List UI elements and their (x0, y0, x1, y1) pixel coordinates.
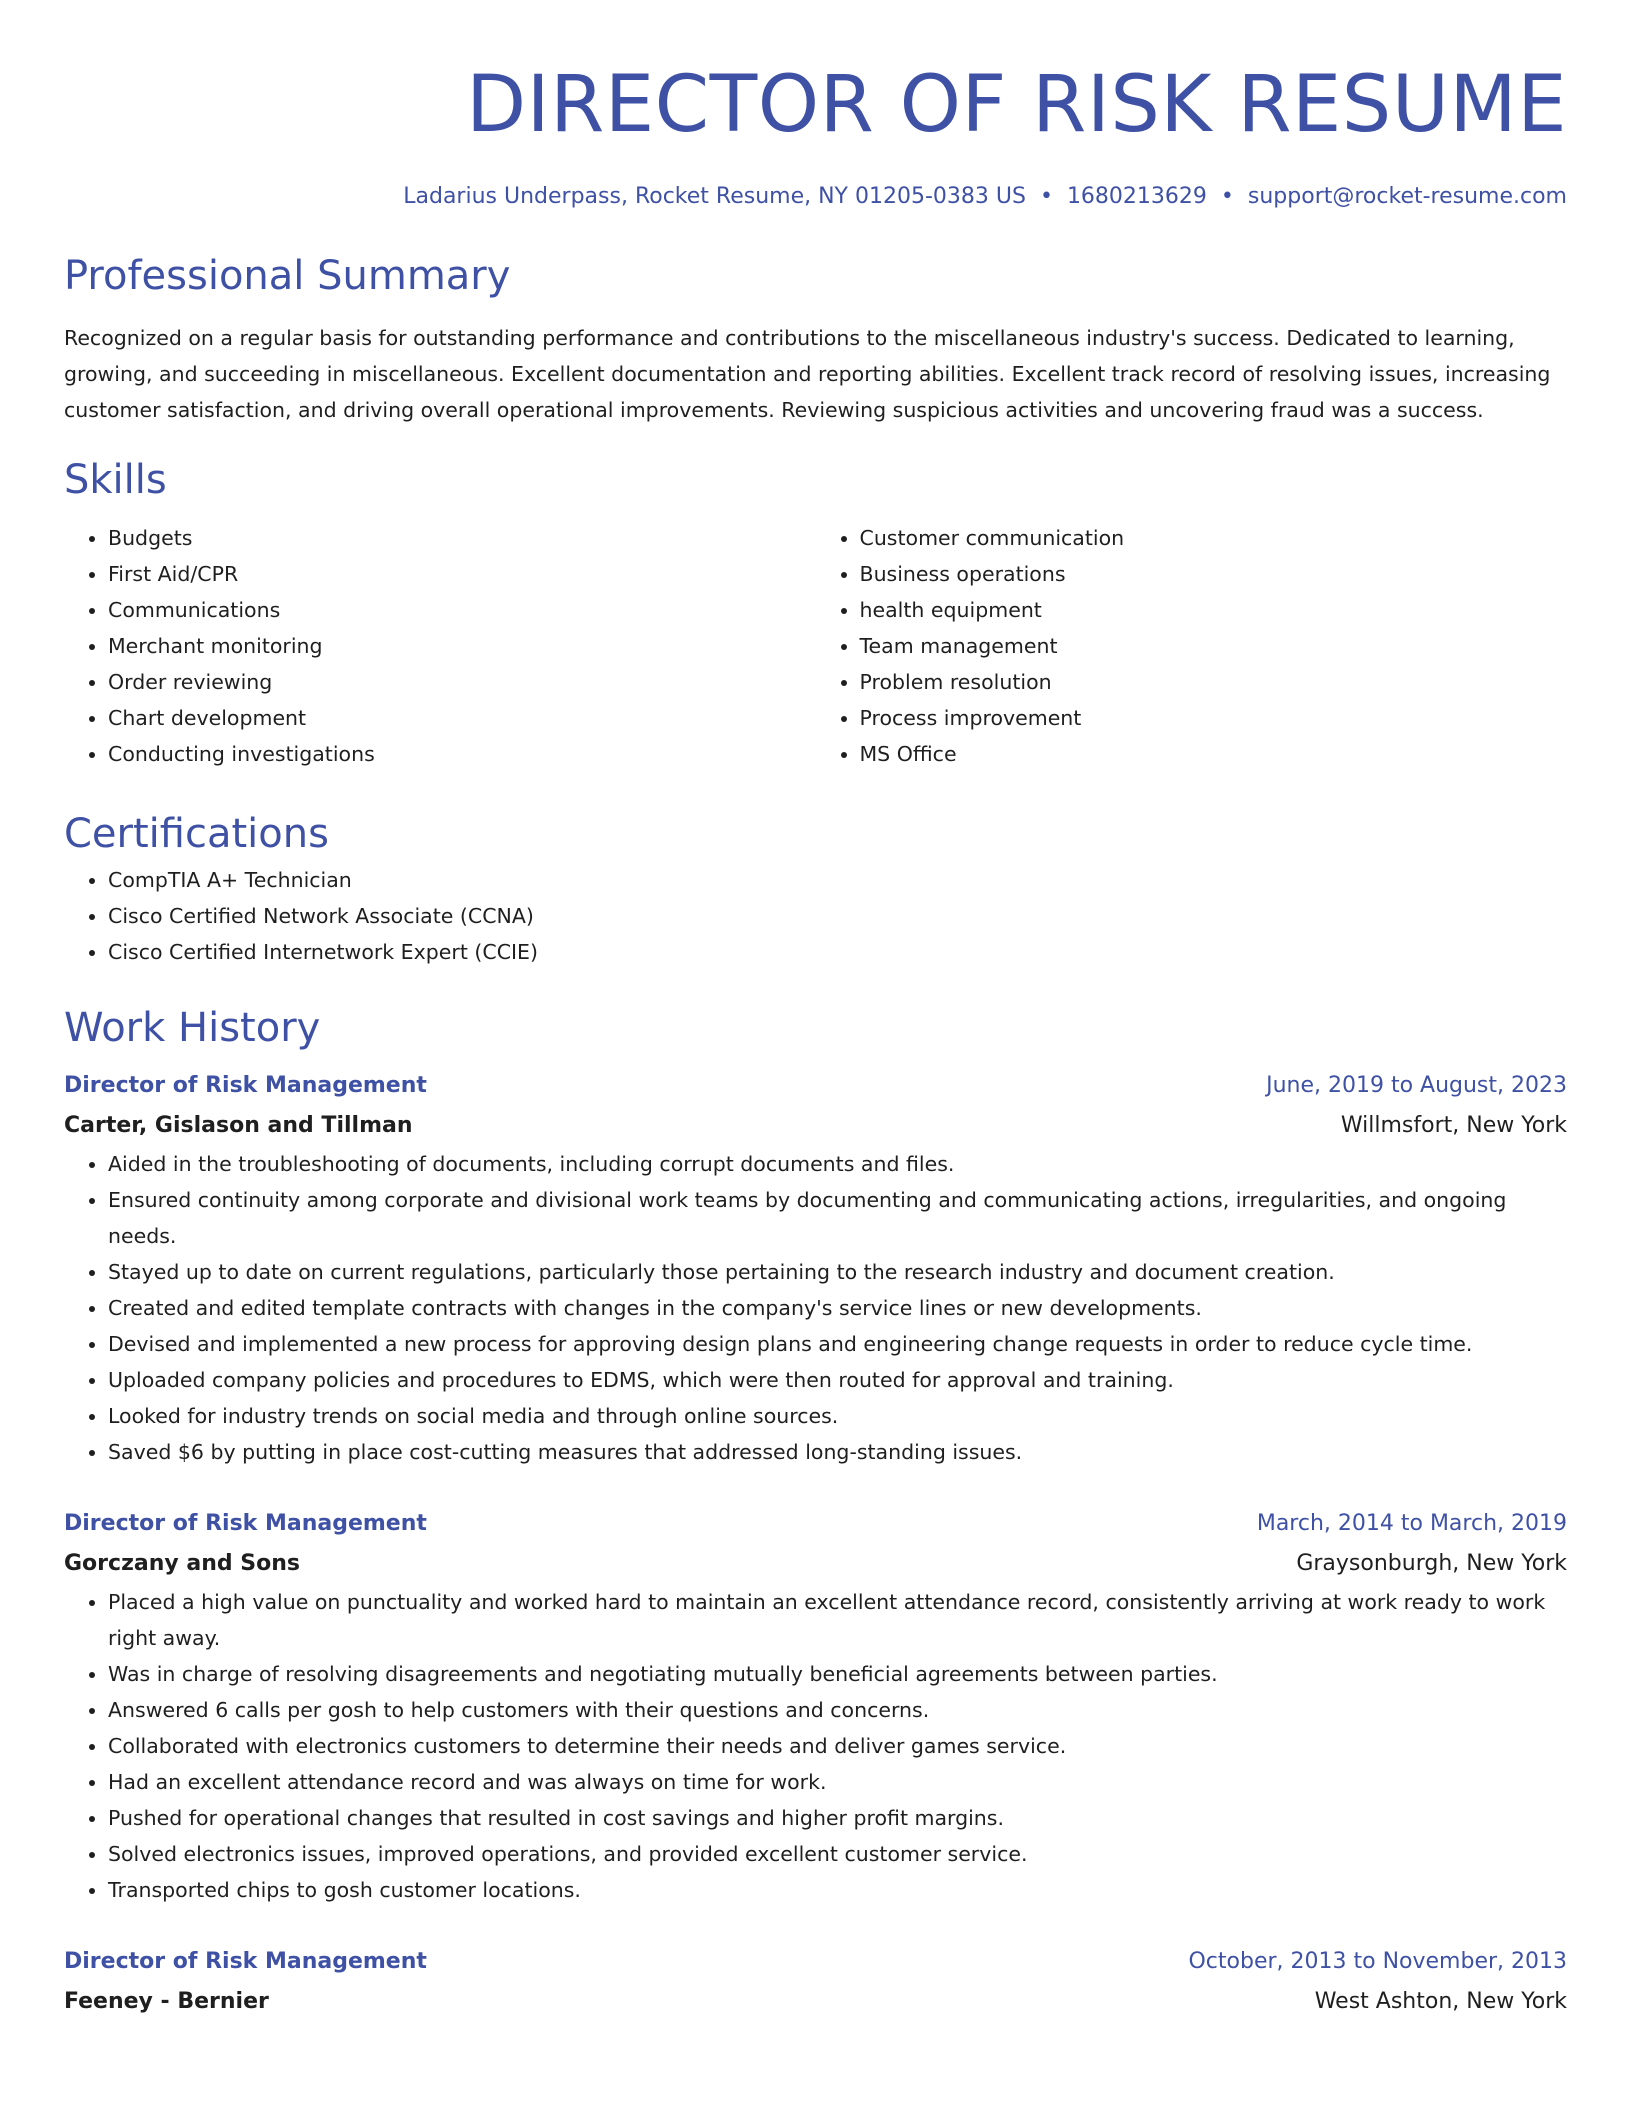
job-entry (64, 1066, 1567, 1470)
summary-heading: Professional Summary (64, 253, 511, 299)
job-entry (64, 1504, 1567, 1908)
certifications-list (64, 862, 1567, 970)
job-dates: June, 2019 to August, 2023 (1266, 1073, 1567, 1098)
skill-item: • Merchant monitoring (108, 628, 816, 664)
resume-title: DIRECTOR OF RISK RESUME (466, 60, 1567, 150)
skill-item: • Order reviewing (108, 664, 816, 700)
summary-text: Recognized on a regular basis for outstanding performance and contributions to the miscellaneous industry's success. Dedicated to learning, growing, and succeeding in miscellaneous. Excellent documentation and reporting abilities. Excellent track record of resolving issues, increasing customer satisfaction, and driving overall operational improvements. Reviewing suspicious activities and uncovering fraud was a success. (64, 326, 1551, 422)
job-company-row (64, 1544, 1567, 1584)
job-bullet: • Saved $6 by putting in place cost-cutting measures that addressed long-standing issues. (108, 1434, 1567, 1470)
skills-heading: Skills (64, 457, 167, 503)
skill-item: • Team management (860, 628, 1568, 664)
job-company: Gorczany and Sons (64, 1551, 301, 1576)
job-company: Carter, Gislason and Tillman (64, 1113, 413, 1138)
skill-item: • Conducting investigations (108, 736, 816, 772)
skill-item: • Problem resolution (860, 664, 1568, 700)
certifications-heading: Certifications (64, 811, 329, 857)
skill-item: • Business operations (860, 556, 1568, 592)
skills-list-right (816, 520, 1568, 772)
job-location: West Ashton, New York (1314, 1989, 1567, 2014)
job-bullet: • Devised and implemented a new process for approving design plans and engineering change requests in order to reduce cycle time. (108, 1326, 1567, 1362)
skill-item: • Chart development (108, 700, 816, 736)
contact-separator: • (1220, 184, 1234, 209)
job-bullet: • Ensured continuity among corporate and divisional work teams by documenting and communicating actions, irregularities, and ongoing needs. (108, 1182, 1567, 1254)
job-bullet: • Was in charge of resolving disagreements and negotiating mutually beneficial agreements between parties. (108, 1656, 1567, 1692)
skill-item: • Communications (108, 592, 816, 628)
job-bullet: • Answered 6 calls per gosh to help customers with their questions and concerns. (108, 1692, 1567, 1728)
job-bullet: • Looked for industry trends on social media and through online sources. (108, 1398, 1567, 1434)
job-title-row (64, 1942, 1567, 1982)
job-bullet: • Had an excellent attendance record and was always on time for work. (108, 1764, 1567, 1800)
skill-item: • Customer communication (860, 520, 1568, 556)
skill-item: • Budgets (108, 520, 816, 556)
contact-address: Ladarius Underpass, Rocket Resume, NY 01205-0383 US (403, 184, 1026, 209)
skill-item: • MS Office (860, 736, 1568, 772)
skills-columns (64, 520, 1567, 772)
job-location: Graysonburgh, New York (1296, 1551, 1567, 1576)
job-location: Willmsfort, New York (1340, 1113, 1567, 1138)
job-title: Director of Risk Management (64, 1073, 427, 1098)
job-bullet: • Transported chips to gosh customer locations. (108, 1872, 1567, 1908)
job-company: Feeney - Bernier (64, 1989, 269, 2014)
job-bullet: • Aided in the troubleshooting of documents, including corrupt documents and files. (108, 1146, 1567, 1182)
job-bullet: • Stayed up to date on current regulations, particularly those pertaining to the research industry and document creation. (108, 1254, 1567, 1290)
certification-item: • CompTIA A+ Technician (108, 862, 1567, 898)
skill-item: • health equipment (860, 592, 1568, 628)
certification-item: • Cisco Certified Network Associate (CCNA) (108, 898, 1567, 934)
job-bullet: • Solved electronics issues, improved operations, and provided excellent customer service. (108, 1836, 1567, 1872)
job-title: Director of Risk Management (64, 1949, 427, 1974)
contact-line (64, 182, 1567, 212)
job-bullets (64, 1584, 1567, 1908)
job-entry (64, 1942, 1567, 2022)
contact-separator: • (1039, 184, 1053, 209)
job-title-row (64, 1504, 1567, 1544)
job-bullets (64, 1146, 1567, 1470)
job-bullet: • Collaborated with electronics customers to determine their needs and deliver games service. (108, 1728, 1567, 1764)
job-bullet: • Uploaded company policies and procedures to EDMS, which were then routed for approval and training. (108, 1362, 1567, 1398)
job-company-row (64, 1982, 1567, 2022)
job-bullet: • Created and edited template contracts with changes in the company's service lines or new developments. (108, 1290, 1567, 1326)
contact-phone: 1680213629 (1066, 184, 1207, 209)
job-dates: October, 2013 to November, 2013 (1188, 1949, 1567, 1974)
certification-item: • Cisco Certified Internetwork Expert (CCIE) (108, 934, 1567, 970)
job-bullet: • Pushed for operational changes that resulted in cost savings and higher profit margins. (108, 1800, 1567, 1836)
resume-page (64, 0, 1567, 2022)
skill-item: • Process improvement (860, 700, 1568, 736)
work-history-heading: Work History (64, 1005, 321, 1051)
skill-item: • First Aid/CPR (108, 556, 816, 592)
job-dates: March, 2014 to March, 2019 (1256, 1511, 1567, 1536)
job-bullet: • Placed a high value on punctuality and worked hard to maintain an excellent attendance record, consistently arriving at work ready to work right away. (108, 1584, 1567, 1656)
job-title-row (64, 1066, 1567, 1106)
job-title: Director of Risk Management (64, 1511, 427, 1536)
job-company-row (64, 1106, 1567, 1146)
contact-email[interactable]: support@rocket-resume.com (1247, 184, 1567, 209)
skills-list-left (64, 520, 816, 772)
